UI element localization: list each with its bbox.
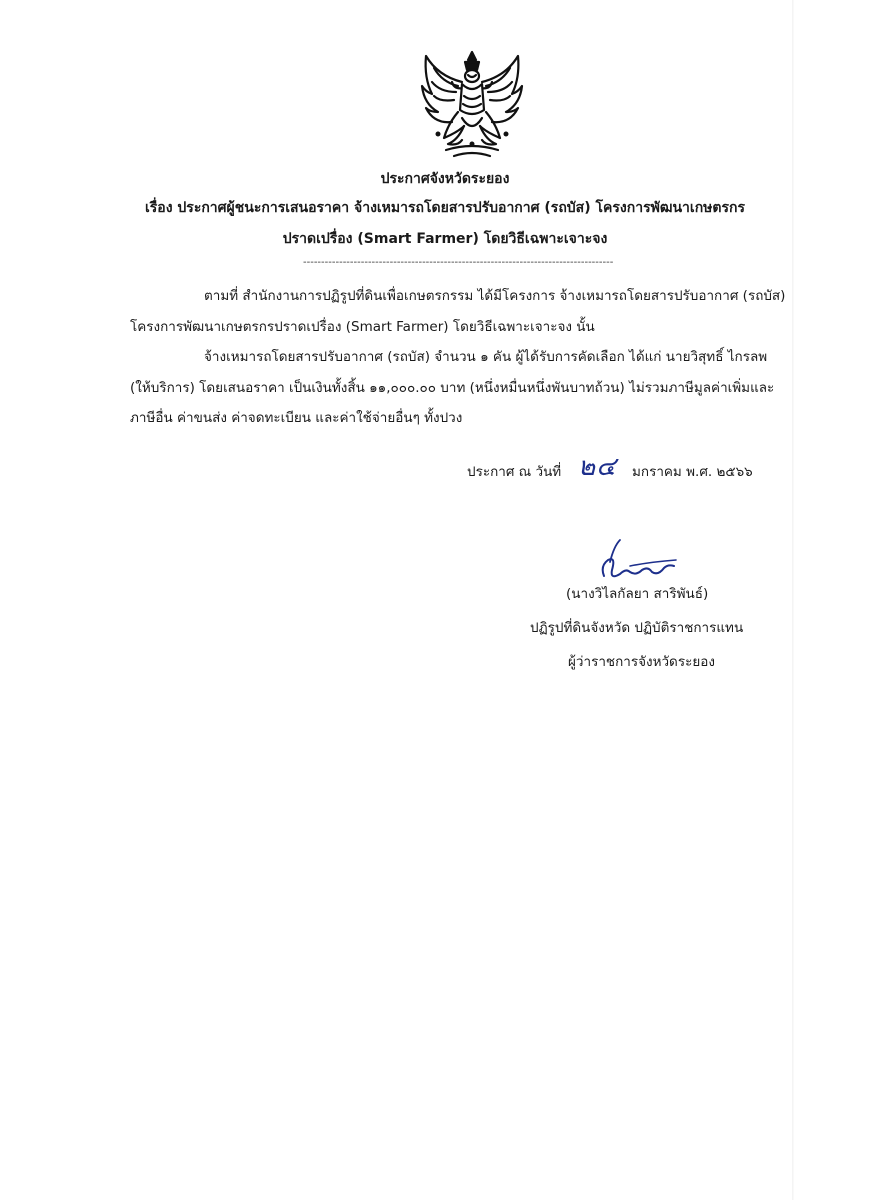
title-separator: --------------------------------------------------------------------------------------: [303, 257, 614, 268]
handwritten-day: ๒๔: [578, 452, 617, 482]
paragraph-1-line-2: โครงการพัฒนาเกษตรกรปราดเปรื่อง (Smart Farmer) โดยวิธีเฉพาะเจาะจง นั้น: [130, 319, 595, 335]
paragraph-2-line-3: ภาษีอื่น ค่าขนส่ง ค่าจดทะเบียน และค่าใช้จ่ายอื่นๆ ทั้งปวง: [130, 410, 463, 426]
paragraph-2-line-2: (ให้บริการ) โดยเสนอราคา เป็นเงินทั้งสิ้น ๑๑,๐๐๐.๐๐ บาท (หนึ่งหมื่นหนึ่งพันบาทถ้วน) ไม่รวมภาษีมูลค่าเพิ่มและ: [130, 380, 775, 396]
date-prefix: ประกาศ ณ วันที่: [467, 464, 562, 480]
garuda-emblem-icon: [418, 48, 526, 160]
announcement-title: ประกาศจังหวัดระยอง: [380, 171, 510, 187]
signer-position-1: ปฏิรูปที่ดินจังหวัด ปฏิบัติราชการแทน: [530, 620, 744, 636]
date-month-year: มกราคม พ.ศ. ๒๕๖๖: [632, 464, 753, 480]
subject-line-1: เรื่อง ประกาศผู้ชนะการเสนอราคา จ้างเหมารถโดยสารปรับอากาศ (รถบัส) โครงการพัฒนาเกษตรกร: [144, 200, 746, 216]
signer-position-2: ผู้ว่าราชการจังหวัดระยอง: [568, 654, 715, 670]
paragraph-2-line-1: จ้างเหมารถโดยสารปรับอากาศ (รถบัส) จำนวน ๑ คัน ผู้ได้รับการคัดเลือก ได้แก่ นายวิสุทธิ์ ไกรลพ: [204, 349, 768, 365]
paragraph-1-line-1: ตามที่ สำนักงานการปฏิรูปที่ดินเพื่อเกษตรกรรม ได้มีโครงการ จ้างเหมารถโดยสารปรับอากาศ (รถบัส): [204, 288, 786, 304]
signature-icon: [590, 536, 680, 584]
signer-name: (นางวิไลกัลยา สาริพันธ์): [566, 586, 709, 602]
subject-line-2: ปราดเปรื่อง (Smart Farmer) โดยวิธีเฉพาะเจาะจง: [282, 231, 608, 247]
